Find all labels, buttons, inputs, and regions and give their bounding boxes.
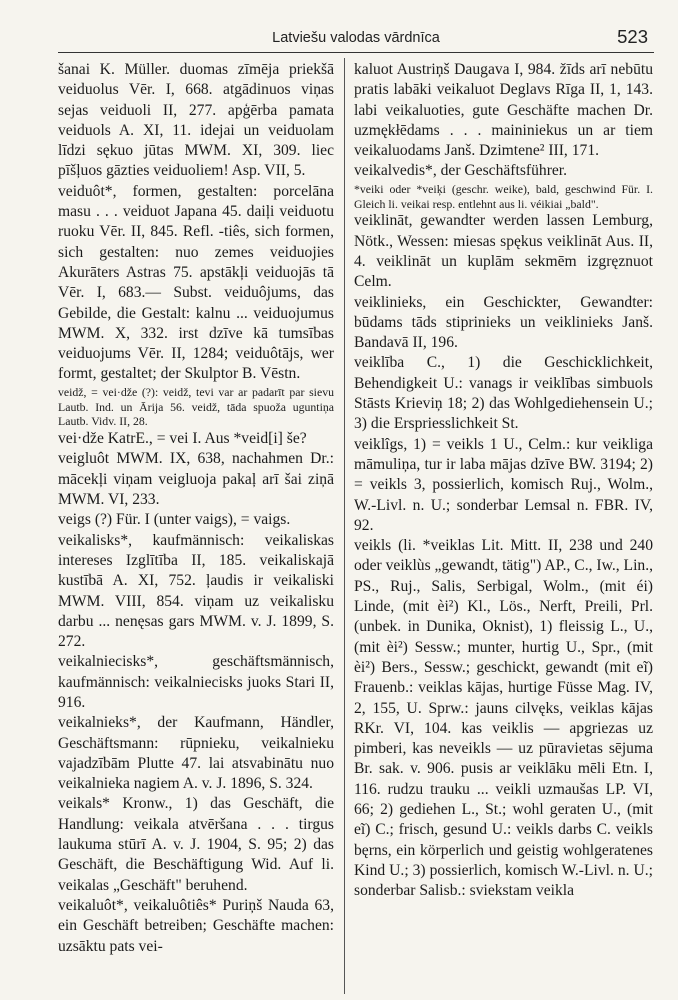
entry-text: veiklinieks, ein Geschickter, Gewandter: būdams tāds stiprinieks un veiklinieks Janš. Bandavā II, 196. [354,293,653,352]
page-number: 523 [617,26,648,47]
right-column [354,60,653,994]
entry-text: veikalisks*, kaufmännisch: veikaliskas intereses Izglītība II, 185. veikaliskajā kustībā A. XI, 752. ļaudis ir veikaliski MWM. VIII, 854. viņam uz veikalisku darbu ... nenęsas gars MWM. v. J. 1899, S. 272. [58,531,334,651]
column-divider [344,58,345,994]
entry-text: vei·dže KatrE., = vei I. Aus *veid[i] še? [58,430,307,448]
entry-text: veikalvedis*, der Geschäftsführer. [354,162,568,180]
entry-text: veikalnieks*, der Kaufmann, Händler, Geschäftsmann: rūpnieku, veikalnieku vajadzībām Plutte 47. lai atsvabinātu nuo veikalnieka nagiem A. v. J. 1896, S. 324. [58,714,334,793]
entry-text: veiklība C., 1) die Geschicklichkeit, Behendigkeit U.: vanags ir veiklības simbuols Stāsts Krieviņ 18; 2) das Wohlgediehensein U.; 3) die Erspriesslichkeit St. [354,354,653,433]
entry-text: veiklināt, gewandter werden lassen Lemburg, Nötk., Wessen: miesas spękus veiklināt Aus. II, 4. veiklināt un kuplām sekmēm izgręznuot Celm. [354,212,653,291]
entry-text: veigs (?) Für. I (unter vaigs), = vaigs. [58,511,291,529]
entry-text: *veiki oder *veiķi (geschr. weike), bald, geschwind Für. I. Gleich li. veikai resp. entlehnt aus li. véikiai „bald". [354,181,653,211]
entry-text: veiduôt*, formen, gestalten: porcelāna masu . . . veiduot Japana 45. daiļi veiduotu ruoku Vēr. II, 845. Refl. -tiês, sich formen, sich gestalten: nuo zemes veiduojies Akurāters Astras 75. apstākļi veiduojās tā Vēr. I, 683.— Subst. veiduôjums, das Gebilde, die Gestalt: kalnu ... veiduojumus MWM. X, 332. irst dzīve kā tumsības veiduojums Vēr. II, 1284; veiduôtājs, wer formt, gestaltet; der Skulptor B. Vēstn. [58,182,334,383]
entry-text: veikalniecisks*, geschäftsmännisch, kaufmännisch: veikalniecisks juoks Stari II, 916. [58,653,334,711]
entry-text: kaluot Austriņš Daugava I, 984. žīds arī nebūtu pratis labāki veikaluot Deglavs Rīga II, 1, 143. labi veikaluoties, gute Geschäfte machen Dr. uzmękłēdams . . . maininiekus un ar tiem veikaluodams Janš. Dzimtene² III, 171. [354,61,653,160]
running-title: Latviešu valodas vārdnīca [272,30,440,46]
left-column [58,60,334,994]
entry-text: veiklîgs, 1) = veikls 1 U., Celm.: kur veikliga māmuliņa, tur ir laba mājas dzīve BW. 3194; 2) = veikls 3, possierlich, komisch Ruj., Wolm., W.-Livl. n. U.; sonderbar Lemsal n. FBR. IV, 92. [354,435,653,534]
entry-text: veikaluôt*, veikaluôtiês* Puriņš Nauda 63, ein Geschäft betreiben; Geschäfte machen: uzsāktu pats vei- [58,896,334,955]
entry-text: veikls (li. *veiklas Lit. Mitt. II, 238 und 240 oder veiklùs „gewandt, tätig") AP., C., Iw., Lin., PS., Ruj., Salis, Serbigal, Wolm., (mit éi) Linde, (mit èi²) Kl., Lös., Nerft, Preili, Prl. (unbek. in Dunika, Oknist), 1) fleissig L., U., (mit èi²) Sessw.; munter, hurtig U., Spr., (mit èi²) Bers., Sessw.; geschickt, gewandt (mit eĩ) Frauenb.: veiklas kājas, hurtige Füsse Mag. IV, 2, 155, U. Sprw.: jauns cilvęks, veiklas kājas RKr. VI, 104. kas veiklis — apgriezas uz pimberi, kas neveikls — uz pūravietas sējuma Br. sak. v. 906. pusis ar veiklāku mēli Etn. I, 116. rudzu trauku ... veikli uzmaušas LP. VI, 66; 2) gediehen L., St.; wohl geraten U., (mit eĩ) C.; frisch, gesund U.: veikls darbs C. veikls bęrns, ein körperlich und geistig wohlgeratenes Kind U.; 3) possierlich, komisch W.-Livl. n. U.; sonderbar Salisb.: sviekstam veikla [354,537,653,900]
entry-text: veidž, = vei·dže (?): veidž, tevi var ar padarīt par sievu Lautb. Ind. un Ārija 56. veidž, tāda spuoža uguntiņa Lautb. Vidv. II, 28. [58,384,334,429]
page-header [58,26,654,53]
entry-text: veikals* Kronw., 1) das Geschäft, die Handlung: veikala atvēršana . . . tirgus laukuma stūrī A. v. J. 1904, S. 95; 2) das Geschäft, die Beschäftigung Wid. Auf li. veikalas „Geschäft" beruhend. [58,795,334,894]
entry-text: šanai K. Müller. duomas zīmēja priekšā veiduolus Vēr. I, 668. atgādinuos viņas sejas veiduoli II, 277. apģērba pamata veiduols A. XI, 11. idejai un veiduolam līdzi sękuo jūtas MWM. XI, 309. liec pīšļuos gāzties veiduoliem! Asp. VII, 5. [58,61,334,180]
entry-text: veigluôt MWM. IX, 638, nachahmen Dr.: mācekļi viņam veigluoja pakaļ arī šai ziņā MWM. VI, 233. [58,450,334,509]
